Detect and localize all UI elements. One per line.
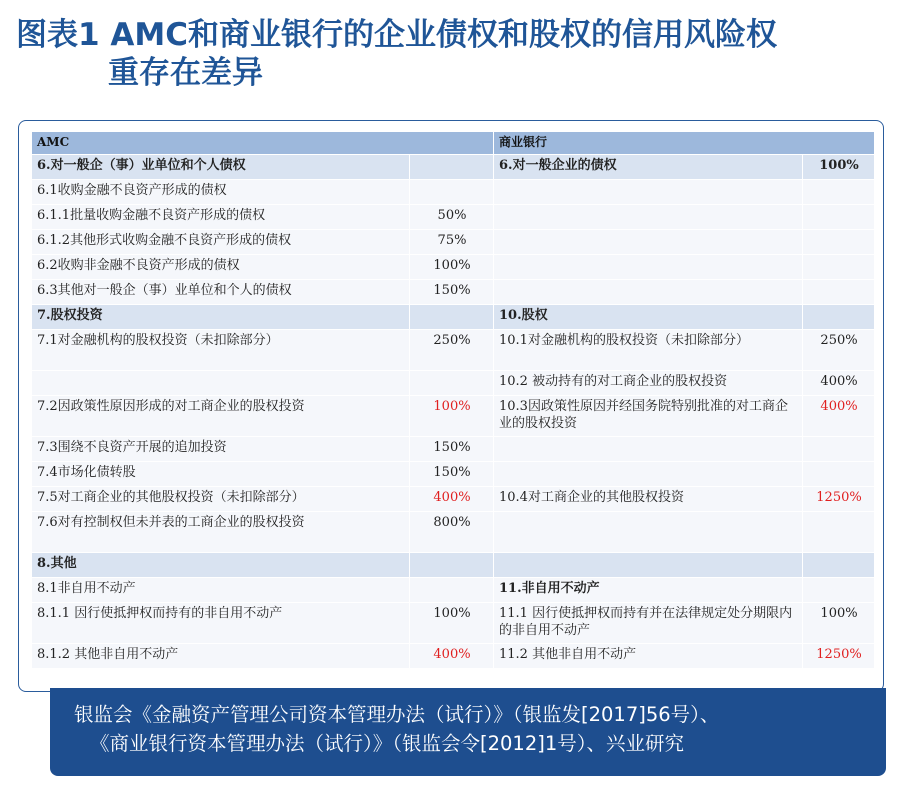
bank-weight-cell [803, 180, 875, 205]
bank-weight-cell [803, 230, 875, 255]
table-row [32, 462, 875, 487]
table-row [32, 280, 875, 305]
table-header-row [32, 132, 875, 155]
amc-weight-cell: 400% [410, 644, 494, 669]
amc-weight-cell [410, 553, 494, 578]
bank-weight-cell [803, 255, 875, 280]
amc-label-cell: 6.1.2其他形式收购金融不良资产形成的债权 [32, 230, 410, 255]
bank-label-cell: 11.非自用不动产 [494, 578, 803, 603]
amc-weight-cell [410, 155, 494, 180]
source-footer [50, 688, 886, 776]
figure-title [16, 16, 896, 92]
amc-label-cell: 7.股权投资 [32, 305, 410, 330]
bank-weight-cell: 100% [803, 603, 875, 644]
bank-label-cell: 10.4对工商企业的其他股权投资 [494, 487, 803, 512]
amc-weight-cell: 100% [410, 603, 494, 644]
bank-label-cell [494, 437, 803, 462]
amc-label-cell: 6.对一般企（事）业单位和个人债权 [32, 155, 410, 180]
bank-label-cell [494, 553, 803, 578]
source-line-2: 《商业银行资本管理办法（试行）》（银监会令[2012]1号）、兴业研究 [90, 732, 684, 755]
table-row [32, 155, 875, 180]
bank-label-cell: 10.2 被动持有的对工商企业的股权投资 [494, 371, 803, 396]
bank-label-cell: 10.股权 [494, 305, 803, 330]
amc-weight-cell: 150% [410, 462, 494, 487]
amc-weight-cell: 100% [410, 255, 494, 280]
bank-weight-cell [803, 462, 875, 487]
amc-label-cell: 7.2因政策性原因形成的对工商企业的股权投资 [32, 396, 410, 437]
bank-label-cell [494, 230, 803, 255]
amc-label-cell: 8.1.2 其他非自用不动产 [32, 644, 410, 669]
amc-weight-cell: 400% [410, 487, 494, 512]
bank-label-cell: 6.对一般企业的债权 [494, 155, 803, 180]
bank-label-cell [494, 180, 803, 205]
amc-label-cell: 8.1非自用不动产 [32, 578, 410, 603]
amc-weight-cell: 150% [410, 280, 494, 305]
table-row [32, 553, 875, 578]
bank-label-cell [494, 512, 803, 553]
bank-weight-cell [803, 512, 875, 553]
amc-label-cell: 6.1收购金融不良资产形成的债权 [32, 180, 410, 205]
bank-header: 商业银行 [494, 132, 875, 155]
table-row [32, 255, 875, 280]
table-row [32, 205, 875, 230]
table-row [32, 437, 875, 462]
bank-label-cell: 11.2 其他非自用不动产 [494, 644, 803, 669]
amc-weight-cell: 100% [410, 396, 494, 437]
bank-weight-cell [803, 305, 875, 330]
amc-weight-cell [410, 305, 494, 330]
amc-label-cell: 7.3围绕不良资产开展的追加投资 [32, 437, 410, 462]
amc-label-cell [32, 371, 410, 396]
amc-label-cell: 8.其他 [32, 553, 410, 578]
title-line-1: 图表1 AMC和商业银行的企业债权和股权的信用风险权 [16, 17, 777, 53]
amc-label-cell: 6.3其他对一般企（事）业单位和个人的债权 [32, 280, 410, 305]
amc-weight-cell: 50% [410, 205, 494, 230]
amc-label-cell: 7.6对有控制权但未并表的工商企业的股权投资 [32, 512, 410, 553]
table-body [32, 155, 875, 669]
bank-label-cell: 10.3因政策性原因并经国务院特别批准的对工商企业的股权投资 [494, 396, 803, 437]
bank-weight-cell: 100% [803, 155, 875, 180]
amc-label-cell: 8.1.1 因行使抵押权而持有的非自用不动产 [32, 603, 410, 644]
table-row [32, 396, 875, 437]
table-row [32, 644, 875, 669]
amc-weight-cell [410, 578, 494, 603]
bank-label-cell: 10.1对金融机构的股权投资（未扣除部分） [494, 330, 803, 371]
bank-weight-cell: 400% [803, 396, 875, 437]
bank-label-cell [494, 280, 803, 305]
amc-label-cell: 7.4市场化债转股 [32, 462, 410, 487]
bank-label-cell [494, 255, 803, 280]
amc-label-cell: 7.1对金融机构的股权投资（未扣除部分） [32, 330, 410, 371]
bank-weight-cell: 1250% [803, 644, 875, 669]
amc-weight-cell: 150% [410, 437, 494, 462]
title-line-2: 重存在差异 [108, 55, 263, 91]
amc-weight-cell: 75% [410, 230, 494, 255]
amc-label-cell: 6.1.1批量收购金融不良资产形成的债权 [32, 205, 410, 230]
source-line-1: 银监会《金融资产管理公司资本管理办法（试行）》（银监发[2017]56号）、 [74, 703, 720, 726]
risk-weight-table [31, 131, 875, 669]
table-row [32, 330, 875, 371]
table-row [32, 512, 875, 553]
table-panel [18, 120, 884, 692]
table-row [32, 371, 875, 396]
table-row [32, 180, 875, 205]
amc-label-cell: 7.5对工商企业的其他股权投资（未扣除部分） [32, 487, 410, 512]
table-row [32, 578, 875, 603]
amc-weight-cell [410, 371, 494, 396]
amc-header: AMC [32, 132, 494, 155]
bank-weight-cell: 250% [803, 330, 875, 371]
bank-weight-cell [803, 553, 875, 578]
bank-weight-cell [803, 578, 875, 603]
bank-weight-cell [803, 280, 875, 305]
table-row [32, 487, 875, 512]
bank-label-cell [494, 462, 803, 487]
amc-weight-cell [410, 180, 494, 205]
amc-weight-cell: 250% [410, 330, 494, 371]
bank-weight-cell [803, 205, 875, 230]
bank-label-cell [494, 205, 803, 230]
bank-weight-cell [803, 437, 875, 462]
table-row [32, 603, 875, 644]
amc-weight-cell: 800% [410, 512, 494, 553]
amc-label-cell: 6.2收购非金融不良资产形成的债权 [32, 255, 410, 280]
bank-weight-cell: 400% [803, 371, 875, 396]
table-row [32, 305, 875, 330]
bank-weight-cell: 1250% [803, 487, 875, 512]
bank-label-cell: 11.1 因行使抵押权而持有并在法律规定处分期限内的非自用不动产 [494, 603, 803, 644]
table-row [32, 230, 875, 255]
